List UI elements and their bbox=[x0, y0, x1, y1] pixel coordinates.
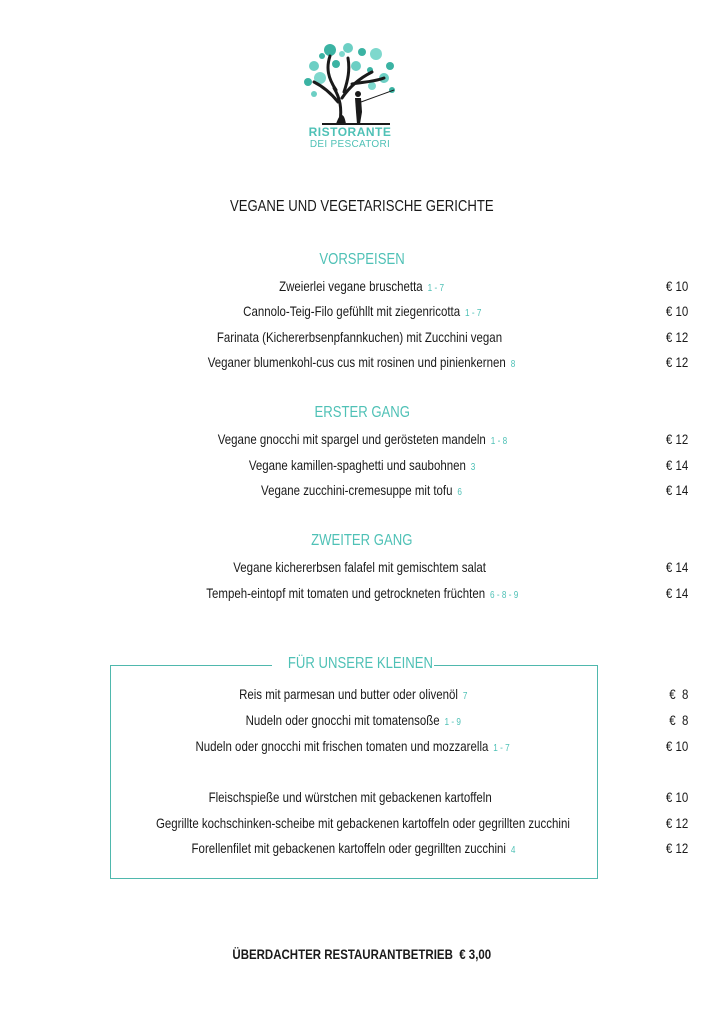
menu-item bbox=[110, 789, 596, 805]
item-name: Forellenfilet mit gebackenen kartoffeln oder gegrillten zucchini bbox=[191, 840, 506, 856]
item-price: € 14 bbox=[665, 457, 688, 473]
menu-item bbox=[0, 303, 724, 319]
item-allergens: 6 bbox=[457, 487, 463, 498]
item-price: € 12 bbox=[665, 354, 688, 370]
item-name: Nudeln oder gnocchi mit frischen tomaten und mozzarella bbox=[195, 738, 489, 754]
menu-item bbox=[0, 482, 724, 498]
item-price: € 10 bbox=[665, 789, 688, 805]
section-vorspeisen bbox=[0, 251, 724, 269]
item-allergens: 3 bbox=[470, 462, 476, 473]
page-heading: VEGANE UND VEGETARISCHE GERICHTE bbox=[230, 198, 494, 215]
item-price: € 12 bbox=[665, 329, 688, 345]
item-price: € 10 bbox=[665, 278, 688, 294]
item-allergens: 1 - 7 bbox=[428, 283, 445, 294]
menu-item bbox=[110, 815, 596, 831]
item-price: € 14 bbox=[665, 482, 688, 498]
item-name: Vegane kamillen-spaghetti und saubohnen bbox=[248, 457, 466, 473]
item-name: Farinata (Kichererbsenpfannkuchen) mit Zucchini vegan bbox=[216, 329, 503, 345]
item-name: Reis mit parmesan und butter oder olivenöl bbox=[238, 686, 458, 702]
menu-item bbox=[0, 329, 724, 345]
item-price: € 10 bbox=[665, 738, 688, 754]
item-price: € 14 bbox=[665, 585, 688, 601]
brand-name-line1: RISTORANTE bbox=[308, 125, 392, 139]
menu-item bbox=[0, 278, 724, 294]
menu-item bbox=[0, 354, 724, 370]
item-name: Vegane zucchini-cremesuppe mit tofu bbox=[261, 482, 453, 498]
item-allergens: 1 - 7 bbox=[493, 743, 511, 754]
footer-note: ÜBERDACHTER RESTAURANTBETRIEB € 3,00 bbox=[232, 946, 492, 962]
item-allergens: 1 - 9 bbox=[444, 717, 461, 728]
item-allergens: 1 - 7 bbox=[464, 308, 482, 319]
item-allergens: 1 - 8 bbox=[490, 436, 507, 447]
section-title: VORSPEISEN bbox=[319, 251, 405, 268]
item-name: Nudeln oder gnocchi mit tomatensoße bbox=[245, 712, 440, 728]
brand-name-line2: DEI PESCATORI bbox=[309, 139, 391, 150]
menu-item bbox=[0, 457, 724, 473]
item-allergens: 8 bbox=[511, 359, 516, 370]
item-price: € 10 bbox=[665, 303, 688, 319]
menu-item bbox=[110, 686, 596, 702]
item-price: € 8 bbox=[668, 686, 688, 702]
section-zweiter-gang bbox=[0, 532, 724, 550]
section-title: ERSTER GANG bbox=[314, 404, 410, 421]
menu-item bbox=[0, 559, 724, 575]
item-name: Vegane gnocchi mit spargel und gerösteten mandeln bbox=[217, 431, 486, 447]
menu-item bbox=[0, 431, 724, 447]
item-allergens: 4 bbox=[510, 845, 515, 856]
item-price: € 12 bbox=[665, 815, 688, 831]
menu-item bbox=[110, 840, 596, 856]
page-heading-wrap bbox=[0, 198, 724, 216]
footer-wrap bbox=[0, 946, 724, 962]
item-name: Fleischspieße und würstchen mit gebackenen kartoffeln bbox=[208, 789, 493, 805]
item-price: € 12 bbox=[665, 431, 688, 447]
item-allergens: 6 - 8 - 9 bbox=[489, 590, 519, 601]
item-name: Tempeh-eintopf mit tomaten und getrockneten früchten bbox=[205, 585, 485, 601]
menu-item bbox=[110, 738, 596, 754]
item-price: € 12 bbox=[665, 840, 688, 856]
menu-item bbox=[110, 712, 596, 728]
item-price: € 8 bbox=[668, 712, 688, 728]
item-name: Gegrillte kochschinken-scheibe mit gebackenen kartoffeln oder gegrillten zucchini bbox=[155, 815, 570, 831]
item-price: € 14 bbox=[665, 559, 688, 575]
section-erster-gang bbox=[0, 404, 724, 422]
item-name: Veganer blumenkohl-cus cus mit rosinen und pinienkernen bbox=[208, 354, 507, 370]
item-name: Cannolo-Teig-Filo gefühllt mit ziegenricotta bbox=[242, 303, 460, 319]
section-title: ZWEITER GANG bbox=[311, 532, 413, 549]
kids-section-title: FÜR UNSERE KLEINEN bbox=[287, 655, 433, 672]
item-name: Vegane kichererbsen falafel mit gemischtem salat bbox=[233, 559, 486, 575]
kids-section-title-wrap bbox=[272, 655, 434, 673]
menu-item bbox=[0, 585, 724, 601]
item-allergens: 7 bbox=[462, 691, 468, 702]
item-name: Zweierlei vegane bruschetta bbox=[279, 278, 424, 294]
